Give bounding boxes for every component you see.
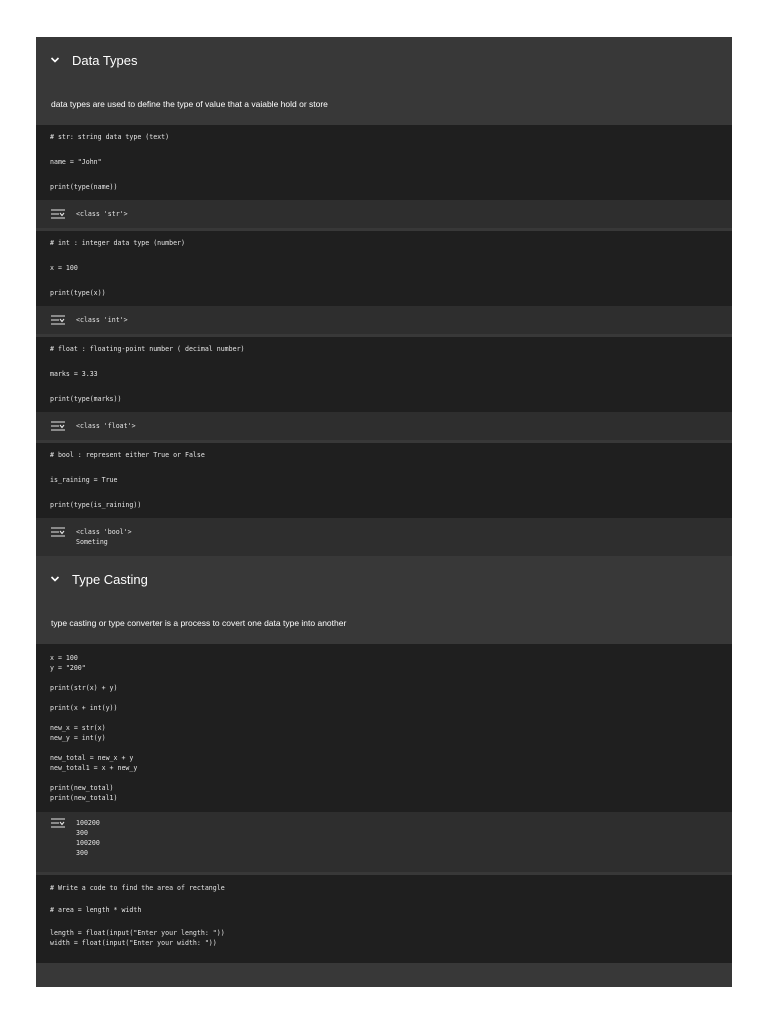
output-toggle-icon[interactable]: [50, 421, 66, 431]
code-cell-int[interactable]: [36, 231, 732, 306]
code-block: length = float(input("Enter your length: ")) width = float(input("Enter your width: ")): [50, 929, 225, 947]
code-cell-casting[interactable]: [36, 644, 732, 812]
output-toggle-icon[interactable]: [50, 315, 66, 325]
code-line: name = "John": [50, 158, 102, 166]
code-block: x = 100 y = "200": [50, 654, 86, 672]
markdown-cell: data types are used to define the type of value that a vaiable hold or store: [51, 99, 328, 109]
code-cell-str[interactable]: [36, 125, 732, 200]
code-block: # area = length * width: [50, 906, 142, 914]
code-block: new_total = new_x + y new_total1 = x + new_y: [50, 754, 138, 772]
output-cell-str: [36, 200, 732, 228]
section-title: Type Casting: [72, 571, 148, 587]
code-block: print(str(x) + y): [50, 684, 118, 692]
code-line: marks = 3.33: [50, 370, 98, 378]
output-text: 100200 300 100200 300: [76, 819, 100, 857]
code-line: print(type(marks)): [50, 395, 122, 403]
code-line: print(type(is_raining)): [50, 501, 142, 509]
output-toggle-icon[interactable]: [50, 527, 66, 537]
output-text: <class 'str'>: [76, 210, 128, 218]
code-line: x = 100: [50, 264, 78, 272]
code-block: # Write a code to find the area of rectangle: [50, 884, 225, 892]
output-toggle-icon[interactable]: [50, 209, 66, 219]
code-line: # float : floating-point number ( decimal number): [50, 345, 245, 353]
output-cell-int: [36, 306, 732, 334]
section-title: Data Types: [72, 52, 138, 68]
section-header-type-casting[interactable]: [36, 556, 732, 602]
code-line: # str: string data type (text): [50, 133, 170, 141]
chevron-down-icon[interactable]: [48, 53, 62, 67]
markdown-cell: type casting or type converter is a process to covert one data type into another: [51, 618, 347, 628]
code-block: new_x = str(x) new_y = int(y): [50, 724, 106, 742]
code-cell-area[interactable]: [36, 875, 732, 963]
chevron-down-icon[interactable]: [48, 572, 62, 586]
code-line: is_raining = True: [50, 476, 118, 484]
output-text: <class 'int'>: [76, 316, 128, 324]
code-line: print(type(name)): [50, 183, 118, 191]
output-cell-float: [36, 412, 732, 440]
notebook: [36, 37, 732, 987]
section-header-data-types[interactable]: [36, 37, 732, 83]
output-text: <class 'bool'> Someting: [76, 528, 132, 546]
output-toggle-icon[interactable]: [50, 818, 66, 828]
output-text: <class 'float'>: [76, 422, 136, 430]
code-line: # int : integer data type (number): [50, 239, 185, 247]
output-cell-casting: [36, 812, 732, 872]
output-cell-bool: [36, 518, 732, 556]
code-line: # bool : represent either True or False: [50, 451, 205, 459]
code-cell-bool[interactable]: [36, 443, 732, 518]
code-block: print(new_total) print(new_total1): [50, 784, 118, 802]
code-cell-float[interactable]: [36, 337, 732, 412]
code-line: print(type(x)): [50, 289, 106, 297]
code-block: print(x + int(y)): [50, 704, 118, 712]
